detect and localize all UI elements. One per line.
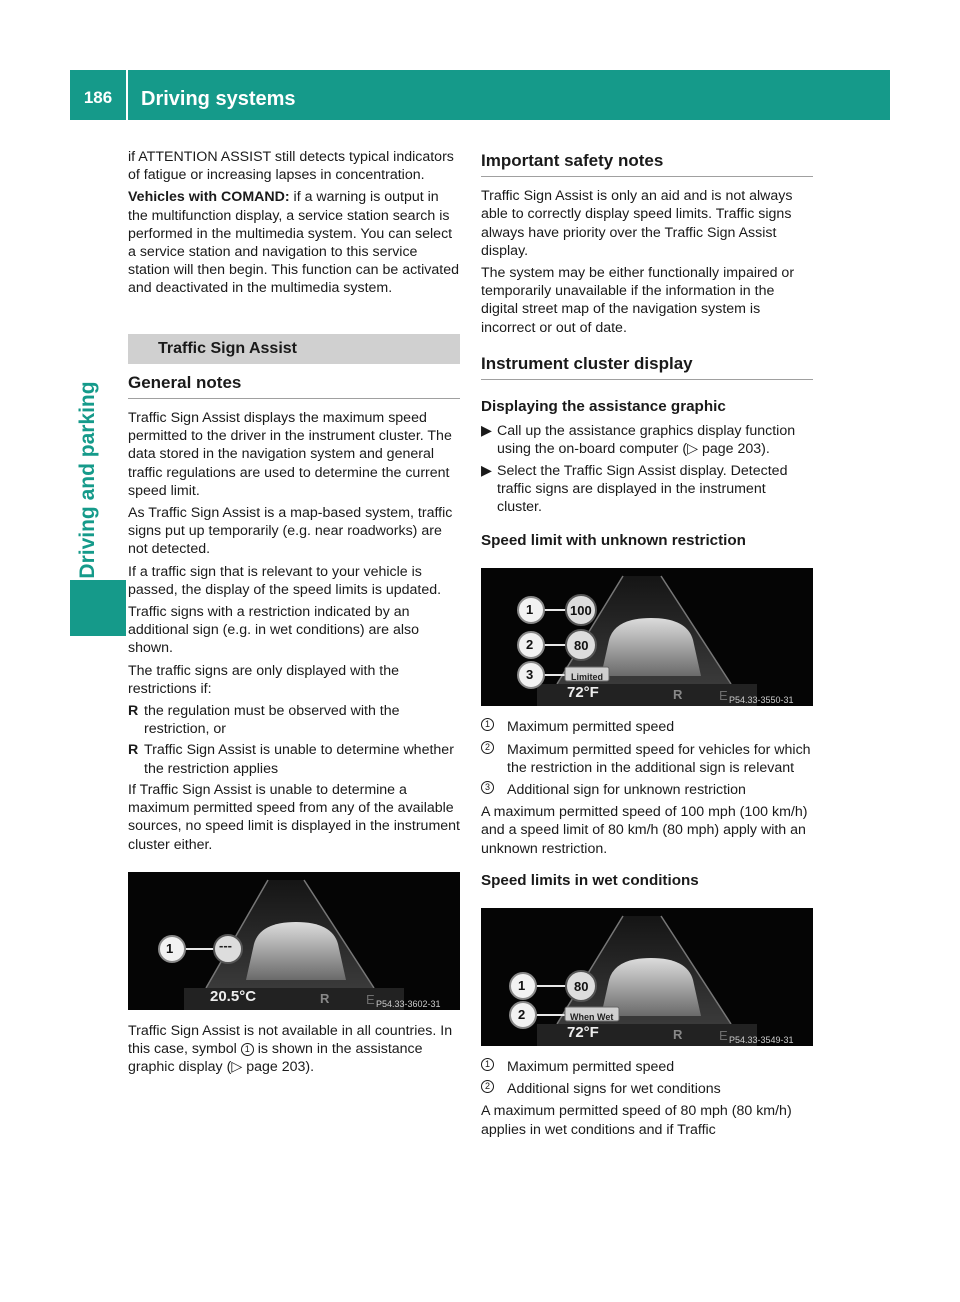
legend-item — [481, 741, 813, 777]
cluster-display-heading: Instrument cluster display — [481, 355, 813, 380]
assistance-graphic-unknown-restriction — [481, 568, 813, 706]
gear-indicator: R — [673, 1027, 683, 1043]
callout-1-icon: 1 — [481, 1058, 494, 1071]
bullet-item — [128, 741, 460, 777]
page-ref-icon: ▷ — [687, 441, 698, 458]
callout-1-icon: 1 — [241, 1043, 254, 1056]
edge-indicator: E — [719, 688, 728, 704]
edge-indicator: E — [719, 1028, 728, 1044]
availability-text-b: is shown in the assistance graphic display ( — [128, 1040, 423, 1076]
callout-2-icon: 2 — [481, 1080, 494, 1093]
wet-conditions-paragraph: A maximum permitted speed of 80 mph (80 km/h) applies in wet conditions and if Traffic — [481, 1103, 792, 1138]
step-item — [481, 462, 813, 517]
legend-text: Maximum permitted speed — [507, 1059, 675, 1076]
general-paragraph-5: The traffic signs are only displayed with the restrictions if: — [128, 662, 400, 697]
sign-value-80: 80 — [574, 979, 589, 995]
page-number: 186 — [83, 88, 113, 107]
general-notes-heading: General notes — [128, 374, 460, 399]
figure-code: P54.33-3602-31 — [376, 998, 441, 1009]
safety-notes-heading: Important safety notes — [481, 152, 813, 177]
legend-item — [481, 718, 813, 736]
section-side-label: Driving and parking — [76, 381, 99, 579]
callout-2-icon: 2 — [481, 741, 494, 754]
bullet-marker: R — [128, 742, 139, 759]
gear-indicator: R — [673, 687, 683, 703]
sign-value-100: 100 — [570, 603, 592, 619]
bullet-text: Traffic Sign Assist is unable to determine whether the restriction applies — [144, 742, 454, 777]
callout-number: 3 — [526, 667, 534, 683]
sign-text: --- — [219, 937, 232, 953]
safety-paragraph-2: The system may be either functionally impaired or temporarily unavailable if the information in the digital street map of the navigation system is incorrect or out of date. — [481, 265, 795, 336]
legend-text: Maximum permitted speed — [507, 719, 675, 736]
general-paragraph-2: As Traffic Sign Assist is a map-based system, traffic signs put up temporarily (e.g. near roadworks) are not detected. — [128, 505, 453, 558]
callout-number: 1 — [518, 978, 526, 994]
safety-paragraph-1: Traffic Sign Assist is only an aid and is not always able to correctly display speed limits. Traffic signs always have priority over the Traffic Sign Assist display. — [481, 188, 793, 259]
page-ref-icon: ▷ — [231, 1059, 243, 1076]
callout-number: 2 — [518, 1007, 526, 1023]
legend-text: Maximum permitted speed for vehicles for which the restriction in the additional sign is relevant — [507, 741, 811, 776]
general-paragraph-3: If a traffic sign that is relevant to your vehicle is passed, the display of the speed limits is updated. — [128, 563, 442, 598]
callout-3-icon: 3 — [481, 781, 494, 794]
step-text: Call up the assistance graphics display function using the on-board computer ( — [497, 423, 796, 458]
temperature-readout: 20.5°C — [210, 987, 257, 1005]
callout-1-icon: 1 — [481, 718, 494, 731]
intro-paragraph: if ATTENTION ASSIST still detects typical indicators of fatigue or increasing lapses in concentration. — [128, 149, 454, 184]
comand-text: if a warning is output in the multifunction display, a service station search is performed in the multimedia system. You can select a service station and navigation to this service station will then begin. This function can be activated and deactivated in the multimedia system. — [128, 189, 459, 297]
legend-item — [481, 1058, 813, 1076]
legend-item — [481, 1080, 813, 1098]
availability-paragraph — [128, 1022, 460, 1077]
step-text: Select the Traffic Sign Assist display. Detected traffic signs are displayed in the instrument cluster. — [497, 462, 788, 516]
comand-label: Vehicles with COMAND: — [128, 189, 290, 206]
bullet-marker: R — [128, 703, 139, 720]
callout-number: 1 — [526, 602, 534, 618]
section-banner: Traffic Sign Assist — [128, 334, 460, 364]
general-paragraph-4: Traffic signs with a restriction indicated by an additional sign (e.g. in wet conditions) are also shown. — [128, 604, 420, 657]
legend-text: Additional sign for unknown restriction — [507, 782, 746, 799]
legend-text: Additional signs for wet conditions — [507, 1081, 721, 1098]
page-reference-link[interactable]: page 203). — [246, 1059, 315, 1076]
availability-text-a: Traffic Sign Assist is not available in all countries. In this case, symbol — [128, 1022, 453, 1057]
chapter-title: Driving systems — [141, 88, 296, 110]
plate-text: Limited — [571, 672, 604, 683]
sign-value-80: 80 — [574, 638, 589, 654]
temperature-readout: 72°F — [567, 684, 599, 702]
edge-indicator: E — [366, 991, 375, 1007]
callout-number: 2 — [526, 637, 534, 653]
assistance-graphic-wet-conditions — [481, 908, 813, 1046]
section-tab-marker — [70, 580, 126, 636]
displaying-graphic-heading: Displaying the assistance graphic — [481, 398, 726, 416]
legend-item — [481, 781, 813, 799]
assistance-graphic-unavailable — [128, 872, 460, 1010]
bullet-text: the regulation must be observed with the restriction, or — [144, 703, 400, 738]
comand-paragraph — [128, 188, 460, 297]
unknown-restriction-heading: Speed limit with unknown restriction — [481, 532, 746, 550]
left-column — [128, 148, 460, 1080]
figure-code: P54.33-3550-31 — [729, 695, 794, 706]
right-column — [481, 148, 813, 1143]
step-arrow-icon: ▶ — [481, 462, 492, 479]
wet-conditions-heading: Speed limits in wet conditions — [481, 871, 699, 889]
page-number-box — [70, 70, 128, 120]
general-paragraph-1: Traffic Sign Assist displays the maximum speed permitted to the driver in the instrument cluster. The data stored in the navigation system and general traffic regulations are used to determine the current speed limit. — [128, 410, 452, 499]
gear-indicator: R — [320, 990, 330, 1006]
callout-number: 1 — [166, 940, 174, 956]
temperature-readout: 72°F — [567, 1024, 599, 1042]
bullet-item — [128, 702, 460, 738]
step-arrow-icon: ▶ — [481, 423, 492, 440]
unknown-restriction-paragraph: A maximum permitted speed of 100 mph (100 km/h) and a speed limit of 80 km/h (80 mph) apply with an unknown restriction. — [481, 804, 808, 857]
figure-code: P54.33-3549-31 — [729, 1035, 794, 1046]
step-item — [481, 422, 813, 458]
general-paragraph-6: If Traffic Sign Assist is unable to determine a maximum permitted speed from any of the available sources, no speed limit is displayed in the instrument cluster either. — [128, 781, 460, 853]
plate-text: When Wet — [570, 1012, 614, 1023]
page-reference-link[interactable]: page 203). — [701, 441, 770, 458]
